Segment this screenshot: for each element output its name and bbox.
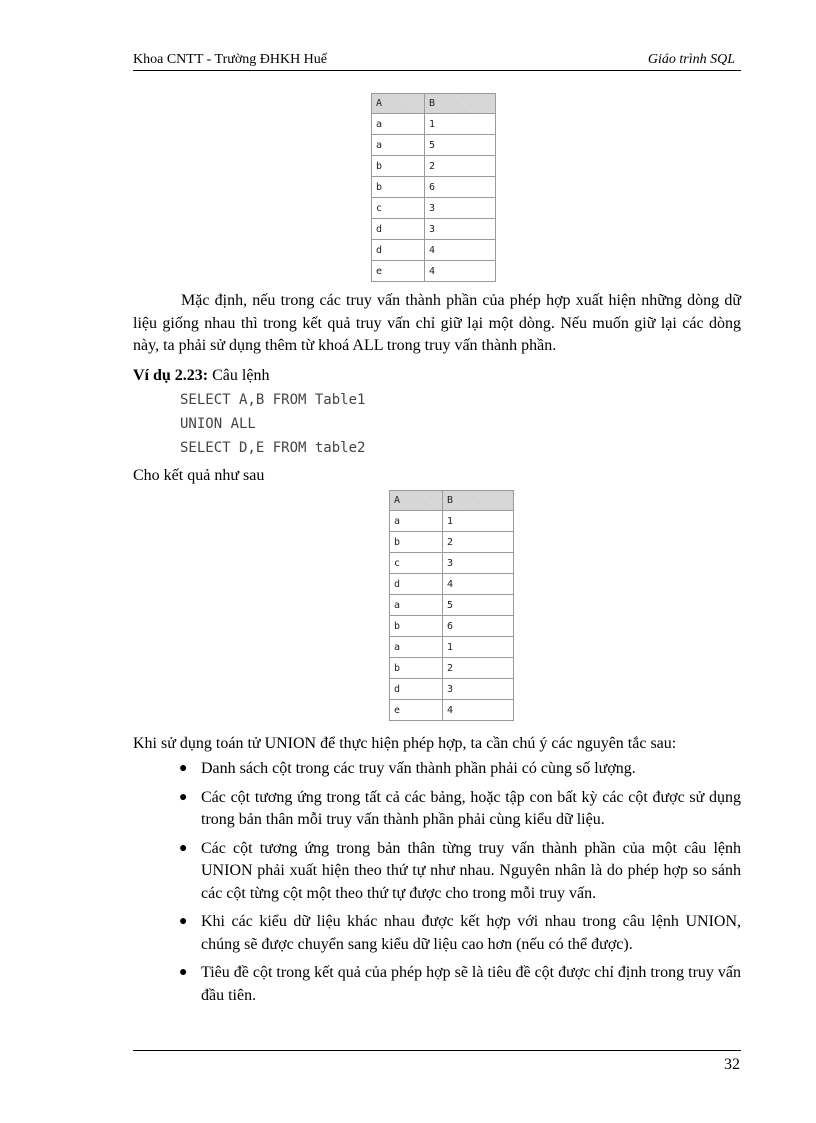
- rules-intro: Khi sử dụng toán tử UNION để thực hiện phép hợp, ta cần chú ý các nguyên tắc sau:: [133, 735, 677, 752]
- column-header-a: A: [390, 491, 443, 511]
- list-item-text: Các cột tương ứng trong bản thân từng truy vấn thành phần của một câu lệnh UNION phải xuất hiện theo thứ tự như nhau. Nguyên nhân là do phép hợp so sánh các cột từng cột một theo thứ tự được cho trong mỗi truy vấn.: [201, 839, 741, 902]
- cell-a: b: [372, 156, 425, 177]
- example-text: Câu lệnh: [208, 367, 270, 384]
- table-row: [390, 637, 514, 658]
- list-item-text: Khi các kiểu dữ liệu khác nhau được kết hợp với nhau trong câu lệnh UNION, chúng sẽ được chuyển sang kiểu dữ liệu cao hơn (nếu có thể được).: [201, 913, 741, 953]
- cell-a: e: [390, 700, 443, 721]
- cell-a: b: [390, 616, 443, 637]
- table-row: [390, 658, 514, 679]
- page-header: [133, 52, 741, 71]
- code-line-3: SELECT D,E FROM table2: [180, 440, 366, 456]
- table-row: [390, 616, 514, 637]
- cell-a: b: [390, 532, 443, 553]
- cell-a: a: [390, 637, 443, 658]
- cell-a: e: [372, 261, 425, 282]
- list-item-text: Các cột tương ứng trong tất cả các bảng, hoặc tập con bất kỳ các cột được sử dụng trong bản thân mỗi truy vấn thành phần phải cùng kiểu dữ liệu.: [201, 788, 741, 828]
- cell-b: 3: [443, 679, 514, 700]
- list-item-text: Danh sách cột trong các truy vấn thành phần phải có cùng số lượng.: [201, 760, 636, 777]
- cell-b: 4: [443, 700, 514, 721]
- column-header-b: B: [425, 94, 496, 114]
- table-row: [372, 219, 496, 240]
- bullet-icon: ●: [179, 761, 188, 776]
- table-row: [372, 240, 496, 261]
- result-table-2: [389, 490, 514, 721]
- example-heading: [133, 365, 269, 388]
- cell-b: 4: [425, 240, 496, 261]
- table-row: [390, 511, 514, 532]
- column-header-b: B: [443, 491, 514, 511]
- table-header-row: [372, 94, 496, 114]
- cell-b: 3: [425, 198, 496, 219]
- cell-a: a: [390, 511, 443, 532]
- cell-a: a: [372, 114, 425, 135]
- code-line-2: UNION ALL: [180, 416, 256, 432]
- table-row: [390, 700, 514, 721]
- cell-b: 2: [443, 532, 514, 553]
- cell-a: d: [372, 240, 425, 261]
- cell-a: d: [390, 679, 443, 700]
- cell-b: 1: [425, 114, 496, 135]
- cell-b: 1: [443, 637, 514, 658]
- table-row: [390, 595, 514, 616]
- table-row: [372, 261, 496, 282]
- cell-b: 2: [425, 156, 496, 177]
- cell-b: 6: [443, 616, 514, 637]
- example-label: Ví dụ 2.23:: [133, 367, 209, 384]
- cell-b: 1: [443, 511, 514, 532]
- bullet-icon: ●: [179, 914, 188, 929]
- table-row: [372, 198, 496, 219]
- cell-b: 5: [425, 135, 496, 156]
- cell-b: 4: [425, 261, 496, 282]
- rules-list: [173, 758, 741, 1013]
- cell-b: 3: [425, 219, 496, 240]
- cell-b: 2: [443, 658, 514, 679]
- table-row: [390, 532, 514, 553]
- cell-a: b: [390, 658, 443, 679]
- bullet-icon: ●: [179, 840, 188, 856]
- cell-a: a: [390, 595, 443, 616]
- cell-a: d: [372, 219, 425, 240]
- footer-divider: [133, 1050, 741, 1051]
- bullet-icon: ●: [179, 965, 188, 980]
- list-item: [173, 838, 741, 906]
- list-item: [173, 787, 741, 832]
- paragraph-union-default: [133, 290, 741, 358]
- list-item: [173, 962, 741, 1007]
- paragraph-text: Mặc định, nếu trong các truy vấn thành phần của phép hợp xuất hiện những dòng dữ liệu giống nhau thì trong kết quả truy vấn chỉ giữ lại một dòng. Nếu muốn giữ lại các dòng này, ta phải sử dụng thêm từ khoá ALL trong truy vấn thành phần.: [133, 292, 741, 354]
- cell-a: d: [390, 574, 443, 595]
- cell-b: 6: [425, 177, 496, 198]
- cell-b: 4: [443, 574, 514, 595]
- cell-a: a: [372, 135, 425, 156]
- table-row: [390, 574, 514, 595]
- cell-a: c: [372, 198, 425, 219]
- column-header-a: A: [372, 94, 425, 114]
- table-row: [390, 679, 514, 700]
- table-row: [390, 553, 514, 574]
- page-number: 32: [724, 1056, 740, 1073]
- list-item-text: Tiêu đề cột trong kết quả của phép hợp sẽ là tiêu đề cột được chỉ định trong truy vấn đầu tiên.: [201, 964, 741, 1004]
- table-header-row: [390, 491, 514, 511]
- table-row: [372, 135, 496, 156]
- table-row: [372, 177, 496, 198]
- header-course-title: Giáo trình SQL: [647, 52, 735, 67]
- result-table-1: [371, 93, 496, 282]
- result-caption: Cho kết quả như sau: [133, 467, 265, 484]
- cell-a: c: [390, 553, 443, 574]
- code-line-1: SELECT A,B FROM Table1: [180, 392, 366, 408]
- table-row: [372, 114, 496, 135]
- cell-b: 5: [443, 595, 514, 616]
- table-row: [372, 156, 496, 177]
- list-item: [173, 911, 741, 956]
- bullet-icon: ●: [179, 789, 188, 805]
- cell-a: b: [372, 177, 425, 198]
- header-institution: Khoa CNTT - Trường ĐHKH Huế: [133, 52, 328, 67]
- list-item: [173, 758, 741, 781]
- cell-b: 3: [443, 553, 514, 574]
